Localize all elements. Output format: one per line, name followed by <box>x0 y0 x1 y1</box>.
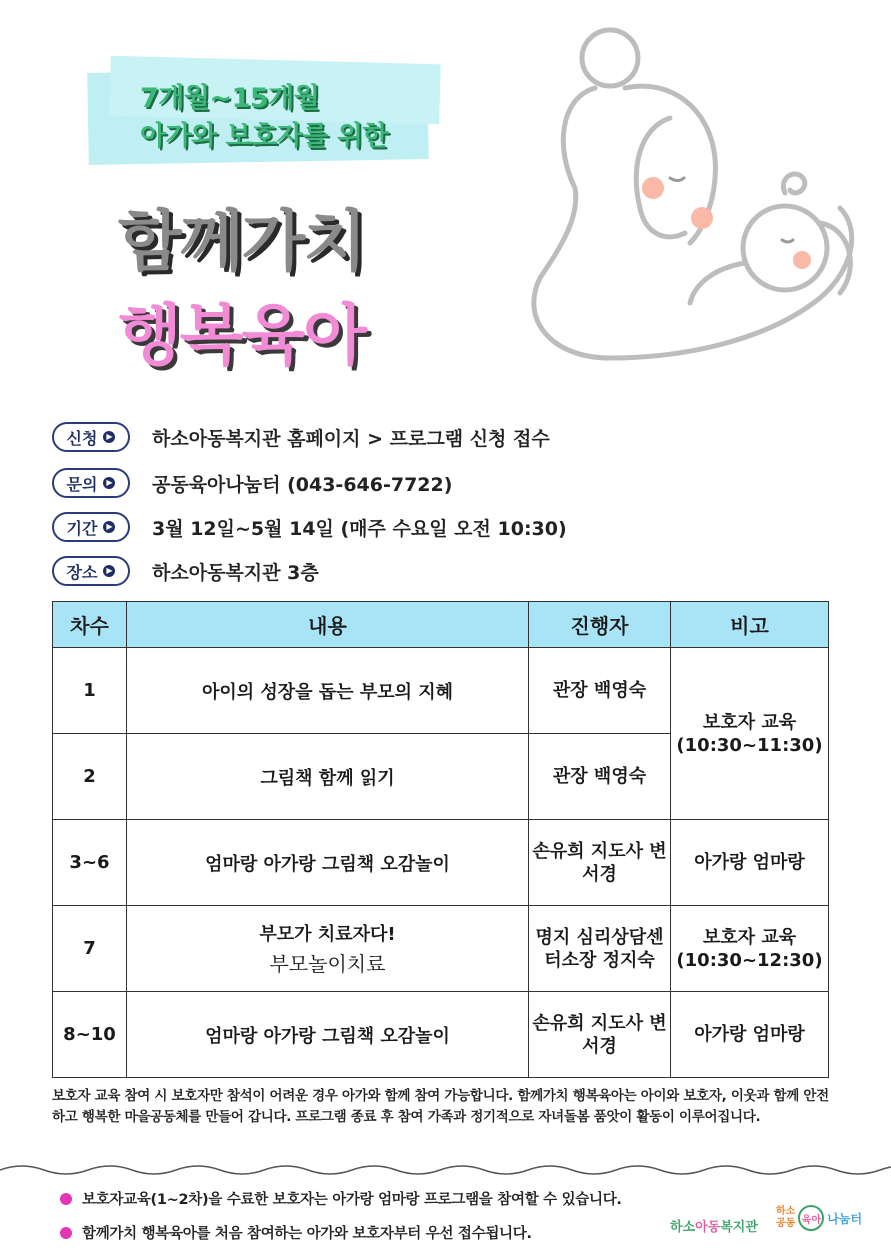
cell-note <box>671 648 829 820</box>
table-row <box>53 992 829 1078</box>
cell-content: 아이의 성장을 돕는 부모의 지혜 <box>127 648 529 734</box>
wave-divider <box>0 1160 891 1180</box>
info-label-pill <box>52 422 130 452</box>
cell-content: 그림책 함께 읽기 <box>127 734 529 820</box>
cell-content <box>127 906 529 992</box>
cell-round: 7 <box>53 906 127 992</box>
info-row-place <box>52 554 319 588</box>
mother-baby-illustration <box>520 18 870 398</box>
cell-leader: 관장 백영숙 <box>529 734 671 820</box>
info-text: 하소아동복지관 3층 <box>152 561 319 584</box>
welfare-center-logo <box>670 1216 758 1235</box>
chevron-right-icon: ▶ <box>103 431 115 443</box>
info-label-pill <box>52 512 130 542</box>
info-row-apply <box>52 420 550 454</box>
table-header-row <box>53 602 829 648</box>
info-text: 공동육아나눔터 (043-646-7722) <box>152 473 453 496</box>
cell-content: 엄마랑 아가랑 그림책 오감놀이 <box>127 992 529 1078</box>
logo-2-stack <box>776 1206 795 1230</box>
info-row-contact <box>52 466 452 500</box>
info-label-pill <box>52 468 130 498</box>
logo-1-part-c: 복지관 <box>720 1220 758 1235</box>
subtitle-line-2: 아가와 보호자를 위한 <box>140 121 389 152</box>
content-main: 부모가 치료자다! <box>259 924 396 945</box>
bullet-dot-icon <box>60 1193 72 1205</box>
subtitle-line-1: 7개월~15개월 <box>140 83 320 114</box>
bullet-text: 보호자교육(1~2차)을 수료한 보호자는 아가랑 엄마랑 프로그램을 참여할 수 있습니다. <box>82 1192 622 1208</box>
title-line-2: 행복육아 <box>118 297 366 374</box>
info-label: 문의 <box>66 474 98 494</box>
logo-2-top: 하소 <box>776 1206 796 1217</box>
chevron-right-icon: ▶ <box>103 521 115 533</box>
info-label: 장소 <box>66 562 98 582</box>
logo-1-part-a: 하소 <box>670 1220 696 1235</box>
info-row-period <box>52 510 567 544</box>
cell-note: 보호자 교육 (10:30~12:30) <box>671 906 829 992</box>
content-sub: 부모놀이치료 <box>269 952 386 976</box>
bullet-text: 함께가치 행복육아를 처음 참여하는 아가와 보호자부터 우선 접수됩니다. <box>82 1226 532 1242</box>
info-label: 기간 <box>66 518 98 538</box>
bullet-dot-icon <box>60 1227 72 1239</box>
cell-leader: 손유희 지도사 변서경 <box>529 820 671 906</box>
note-text: 보호자 교육 (10:30~11:30) <box>676 711 823 756</box>
subtitle <box>140 80 388 156</box>
bullet-item <box>60 1188 622 1209</box>
cell-round: 8~10 <box>53 992 127 1078</box>
childcare-center-logo <box>776 1205 862 1231</box>
cell-leader: 관장 백영숙 <box>529 648 671 734</box>
chevron-right-icon: ▶ <box>103 565 115 577</box>
table-row <box>53 820 829 906</box>
cell-round: 1 <box>53 648 127 734</box>
info-text: 3월 12일~5월 14일 (매주 수요일 오전 10:30) <box>152 517 567 540</box>
info-label-pill <box>52 556 130 586</box>
header-round: 차수 <box>53 602 127 648</box>
header-note: 비고 <box>671 602 829 648</box>
info-text: 하소아동복지관 홈페이지 > 프로그램 신청 접수 <box>152 427 550 450</box>
cell-note: 아가랑 엄마랑 <box>671 992 829 1078</box>
info-label: 신청 <box>66 428 98 448</box>
cell-leader: 손유희 지도사 변서경 <box>529 992 671 1078</box>
notice-text: 보호자 교육 참여 시 보호자만 참석이 어려운 경우 아가와 함께 참여 가능합니다. 함께가치 행복육아는 아이와 보호자, 이웃과 함께 안전하고 행복한 마을공동체를 만들어 갑니다. 프로그램 종료 후 참여 가족과 정기적으로 자녀돌봄 품앗이 활동이 이루어집니다. <box>52 1088 829 1125</box>
logo-1-part-b: 아동 <box>695 1220 721 1235</box>
cell-note: 아가랑 엄마랑 <box>671 820 829 906</box>
cell-round: 3~6 <box>53 820 127 906</box>
logo-2-bottom: 공동 <box>776 1218 796 1229</box>
cell-leader: 명지 심리상담센터소장 정지숙 <box>529 906 671 992</box>
logo-2-circle: 육아 <box>798 1205 824 1231</box>
table-row <box>53 648 829 734</box>
schedule-table <box>52 601 829 1078</box>
bullet-item <box>60 1222 532 1243</box>
title-line-1: 함께가치 <box>118 203 366 280</box>
table-row <box>53 906 829 992</box>
header-leader: 진행자 <box>529 602 671 648</box>
header-content: 내용 <box>127 602 529 648</box>
cell-round: 2 <box>53 734 127 820</box>
cell-content: 엄마랑 아가랑 그림책 오감놀이 <box>127 820 529 906</box>
logo-2-tail: 나눔터 <box>827 1211 863 1226</box>
chevron-right-icon: ▶ <box>103 477 115 489</box>
